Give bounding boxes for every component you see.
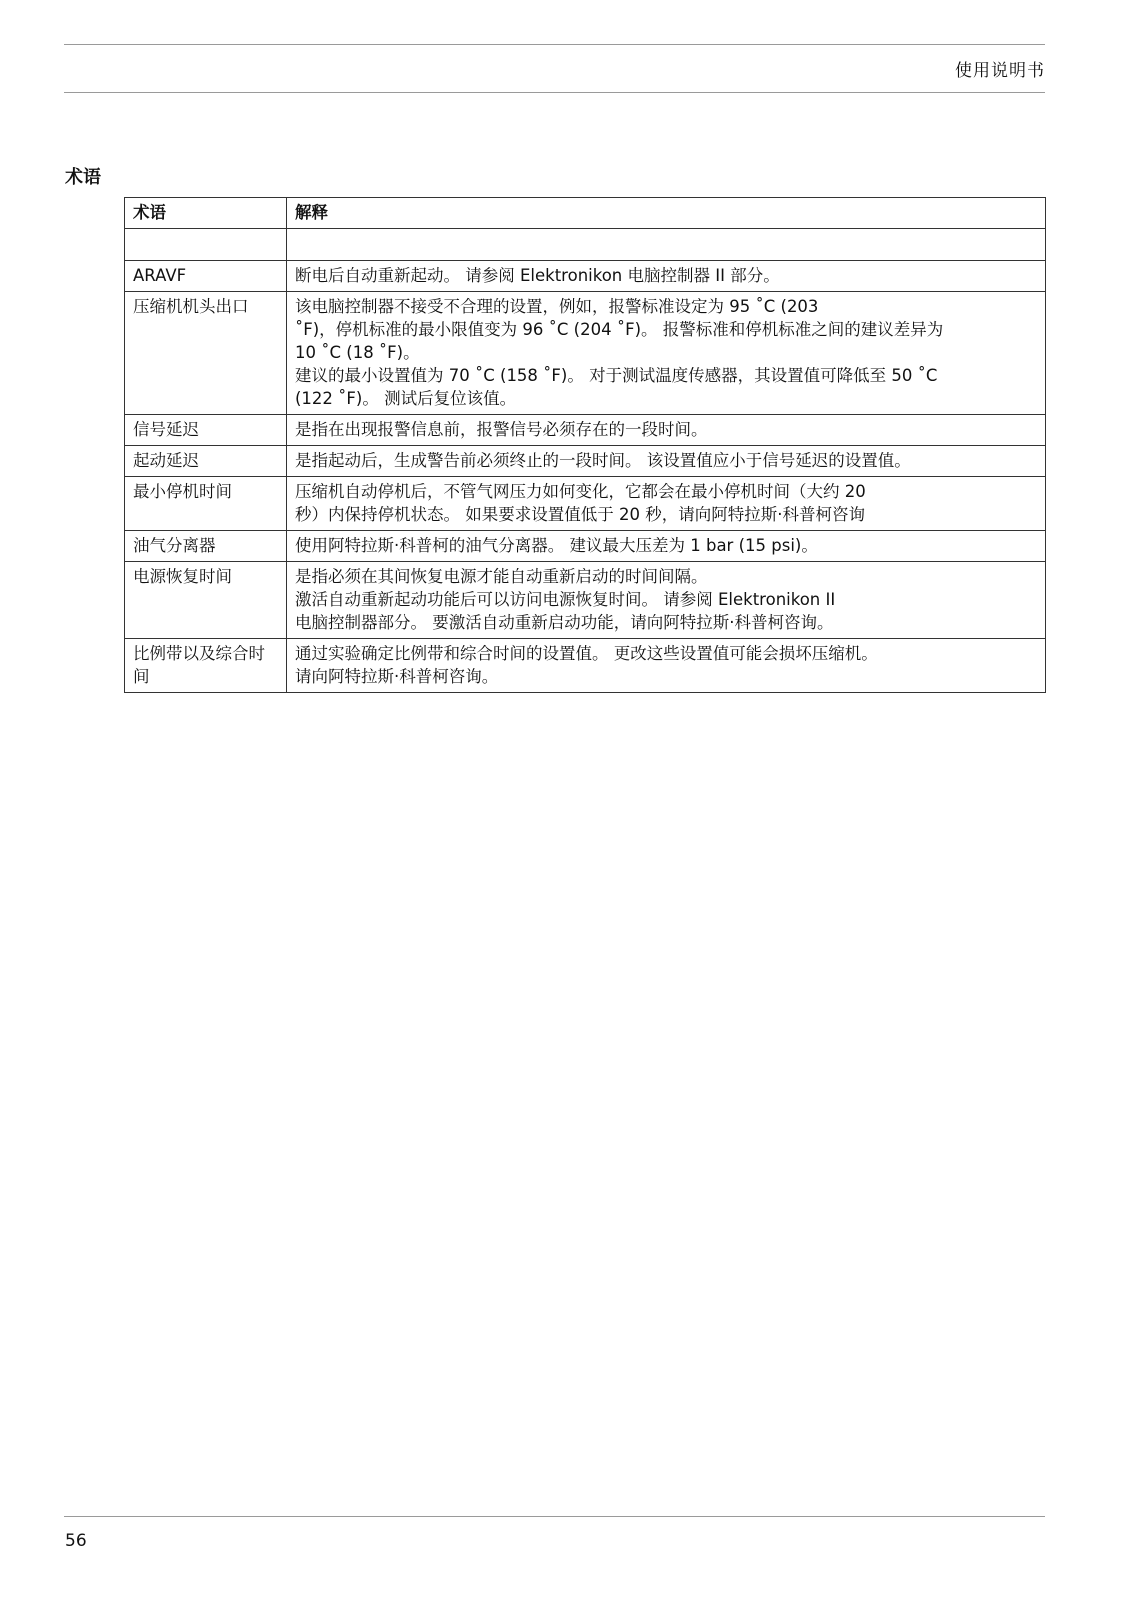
term-cell: 信号延迟 [125,415,287,446]
term-cell: ARAVF [125,261,287,292]
table-row [125,639,1046,693]
term-cell: 油气分离器 [125,531,287,562]
explanation-line: 秒）内保持停机状态。 如果要求设置值低于 20 秒，请向阿特拉斯·科普柯咨询 [295,505,865,524]
explanation-cell [287,531,1046,562]
column-header-explanation: 解释 [287,198,1046,229]
table-row [125,477,1046,531]
term-cell: 起动延迟 [125,446,287,477]
explanation-line: 请向阿特拉斯·科普柯咨询。 [295,667,499,686]
explanation-cell [287,639,1046,693]
explanation-cell [287,261,1046,292]
explanation-line: 电脑控制器部分。 要激活自动重新启动功能，请向阿特拉斯·科普柯咨询。 [295,613,834,632]
page-number: 56 [65,1531,87,1551]
explanation-line: ˚F)，停机标准的最小限值变为 96 ˚C (204 ˚F)。 报警标准和停机标准之间的建议差异为 [295,320,944,339]
explanation-line: 使用阿特拉斯·科普柯的油气分离器。 建议最大压差为 1 bar (15 psi)。 [295,536,818,555]
table-header-row [125,198,1046,229]
term-cell: 电源恢复时间 [125,562,287,639]
table-row [125,531,1046,562]
explanation-cell [287,229,1046,261]
term-cell: 比例带以及综合时间 [125,639,287,693]
glossary-table [124,197,1046,693]
table-row [125,446,1046,477]
explanation-line: 通过实验确定比例带和综合时间的设置值。 更改这些设置值可能会损坏压缩机。 [295,644,878,663]
table-row [125,261,1046,292]
glossary-body [125,229,1046,693]
table-row [125,562,1046,639]
explanation-cell [287,446,1046,477]
footer-rule [64,1516,1045,1517]
explanation-line: 建议的最小设置值为 70 ˚C (158 ˚F)。 对于测试温度传感器，其设置值可降低至 50 ˚C [295,366,938,385]
column-header-term: 术语 [125,198,287,229]
table-row [125,229,1046,261]
explanation-cell [287,292,1046,415]
explanation-cell [287,562,1046,639]
document-title: 使用说明书 [955,61,1045,81]
term-cell: 最小停机时间 [125,477,287,531]
explanation-line: 激活自动重新起动功能后可以访问电源恢复时间。 请参阅 Elektronikon II [295,590,836,609]
explanation-line: (122 ˚F)。 测试后复位该值。 [295,389,517,408]
explanation-line: 10 ˚C (18 ˚F)。 [295,343,420,362]
explanation-line: 是指必须在其间恢复电源才能自动重新启动的时间间隔。 [295,567,708,586]
explanation-line: 断电后自动重新起动。 请参阅 Elektronikon 电脑控制器 II 部分。 [295,266,780,285]
term-cell [125,229,287,261]
header-top-rule [64,44,1045,45]
header-bottom-rule [64,92,1045,93]
explanation-cell [287,415,1046,446]
explanation-line: 该电脑控制器不接受不合理的设置，例如，报警标准设定为 95 ˚C (203 [295,297,819,316]
table-row [125,292,1046,415]
table-row [125,415,1046,446]
section-heading: 术语 [65,167,101,188]
explanation-cell [287,477,1046,531]
term-cell: 压缩机机头出口 [125,292,287,415]
explanation-line: 压缩机自动停机后，不管气网压力如何变化，它都会在最小停机时间（大约 20 [295,482,866,501]
explanation-line: 是指起动后，生成警告前必须终止的一段时间。 该设置值应小于信号延迟的设置值。 [295,451,911,470]
explanation-line: 是指在出现报警信息前，报警信号必须存在的一段时间。 [295,420,708,439]
